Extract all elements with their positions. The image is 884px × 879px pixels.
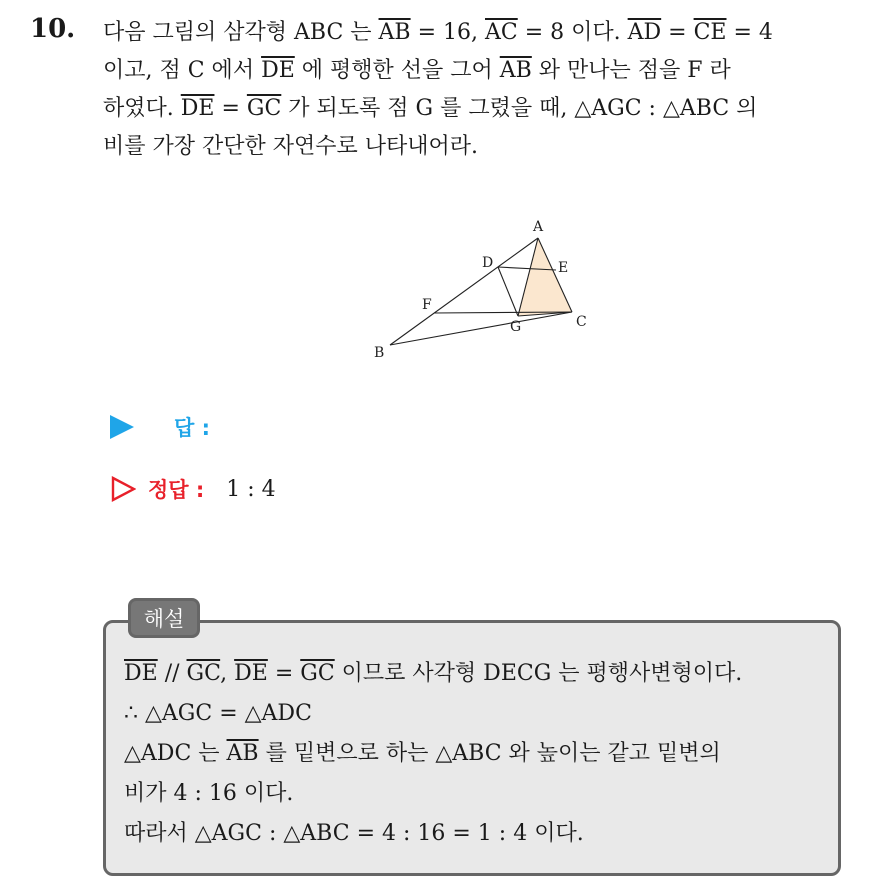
label-e: E — [558, 260, 569, 276]
answer-label: 답 : — [174, 416, 210, 440]
label-f: F — [422, 297, 432, 313]
correct-answer-label: 정답 : — [148, 478, 205, 502]
correct-answer-row — [110, 472, 276, 506]
shaded-triangle-agc — [518, 238, 572, 316]
correct-answer-value: 1 : 4 — [226, 476, 276, 502]
problem-line: 비를 가장 간단한 자연수로 나타내어라. — [103, 134, 478, 159]
label-d: D — [482, 255, 494, 271]
explanation-tag: 해설 — [128, 598, 200, 638]
label-g: G — [510, 319, 522, 335]
explanation-line: 따라서 △AGC : △ABC = 4 : 16 = 1 : 4 이다. — [124, 821, 584, 846]
explanation-text — [124, 654, 834, 854]
problem-line: 하였다. $\overline{DE} = \overline{GC}$ 가 되도록 점 G 를 그렸을 때, △AGC : △ABC 의 — [103, 96, 758, 121]
label-a: A — [533, 219, 544, 235]
explanation-line: 비가 4 : 16 이다. — [124, 781, 294, 806]
answer-row — [110, 410, 210, 444]
problem-line: 이고, 점 C 에서 $\overline{DE}$ 에 평행한 선을 그어 $\overline{AB}$ 와 만나는 점을 F 라 — [103, 58, 731, 83]
segment-dg — [498, 267, 518, 316]
explanation-line: △ADC 는 $\overline{AB}$ 를 밑변으로 하는 △ABC 와 높이는 같고 밑변의 — [124, 741, 721, 766]
outline-triangle-icon — [110, 476, 136, 502]
explanation-line: ∴ △AGC = △ADC — [124, 701, 312, 726]
segment-bc — [390, 312, 572, 345]
triangle-diagram — [360, 215, 600, 365]
label-c: C — [576, 314, 587, 330]
play-triangle-icon — [110, 415, 134, 439]
explanation-line: $\overline{DE} // \overline{GC}$, $\overline{DE} = \overline{GC}$ 이므로 사각형 DECG 는 평행사변형이다. — [124, 661, 743, 686]
triangle-figure — [360, 215, 600, 365]
label-b: B — [374, 345, 385, 361]
problem-line: 다음 그림의 삼각형 ABC 는 $\overline{AB} = 16$, $\overline{AC} = 8$ 이다. $\overline{AD} = \overline{CE} = 4$ — [103, 20, 773, 45]
problem-text — [103, 14, 863, 166]
problem-number: 10. — [30, 14, 76, 44]
